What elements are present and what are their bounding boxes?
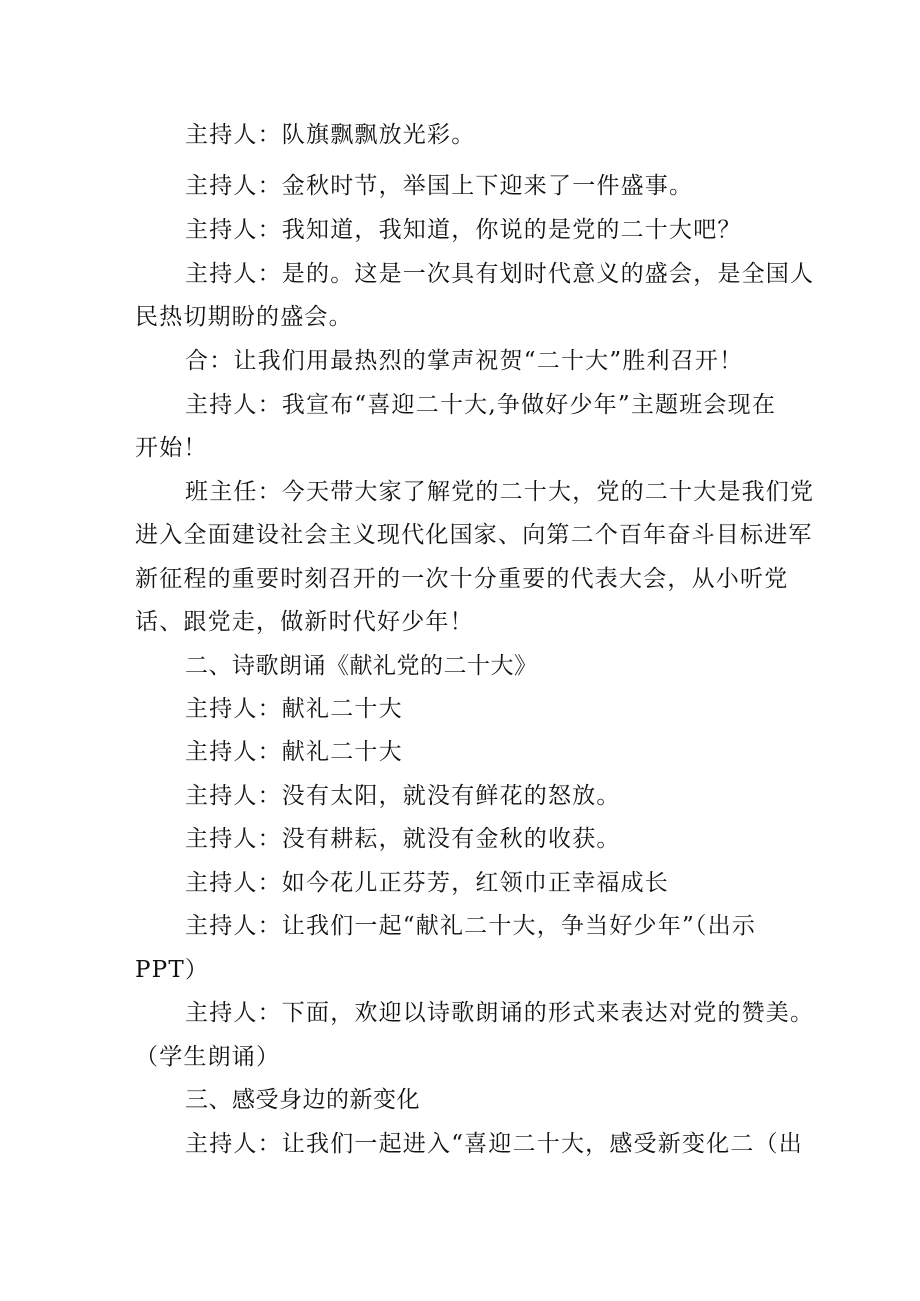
paragraph-line: 进入全面建设社会主义现代化国家、向第二个百年奋斗目标进军: [135, 522, 813, 548]
paragraph-line: 主持人：让我们一起进入“喜迎二十大，感受新变化二（出: [185, 1131, 803, 1157]
paragraph-line: 班主任：今天带大家了解党的二十大，党的二十大是我们党: [185, 479, 815, 505]
paragraph-line: 民热切期盼的盛会。: [135, 304, 353, 330]
paragraph-line: （学生朗诵）: [135, 1044, 281, 1070]
paragraph-line: 主持人：下面，欢迎以诗歌朗诵的形式来表达对党的赞美。: [185, 1000, 815, 1026]
paragraph-line: 主持人：没有太阳，就没有鲜花的怒放。: [185, 783, 621, 809]
paragraph-line: 主持人：队旗飘飘放光彩。: [185, 122, 476, 148]
paragraph-line: 主持人：让我们一起“献礼二十大，争当好少年”（出示: [185, 913, 757, 939]
paragraph-line: 新征程的重要时刻召开的一次十分重要的代表大会，从小听党: [135, 566, 789, 592]
paragraph-line: 主持人：金秋时节，举国上下迎来了一件盛事。: [185, 173, 694, 199]
paragraph-line: 主持人：我宣布“喜迎二十大,争做好少年”主题班会现在: [185, 392, 777, 418]
paragraph-line: 主持人：没有耕耘，就没有金秋的收获。: [185, 826, 621, 852]
paragraph-line: 开始！: [135, 435, 208, 461]
paragraph-line: 主持人：献礼二十大: [185, 696, 403, 722]
paragraph-line: 合：让我们用最热烈的掌声祝贺“二十大”胜利召开！: [185, 348, 744, 374]
paragraph-line: 主持人：如今花儿正芬芳，红领巾正幸福成长: [185, 870, 669, 896]
section-heading: 二、诗歌朗诵《献礼党的二十大》: [185, 653, 538, 679]
paragraph-line: 主持人：是的。这是一次具有划时代意义的盛会，是全国人: [185, 261, 815, 287]
paragraph-line: 话、跟党走，做新时代好少年！: [135, 609, 474, 635]
paragraph-line: 主持人：献礼二十大: [185, 739, 403, 765]
section-heading: 三、感受身边的新变化: [185, 1087, 420, 1113]
paragraph-line: 主持人：我知道，我知道，你说的是党的二十大吧？: [185, 217, 742, 243]
paragraph-line: PPT）: [135, 957, 210, 983]
